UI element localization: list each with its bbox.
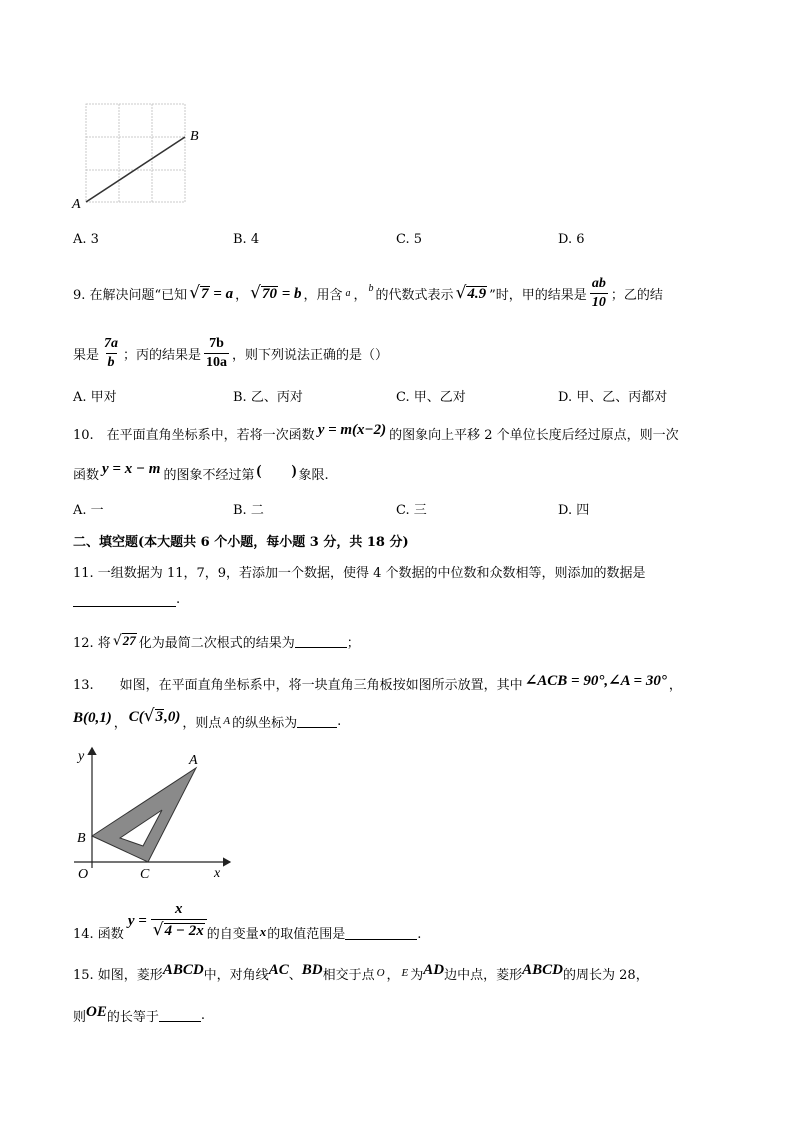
q9-bing-fraction: [204, 337, 229, 370]
q13-coordinate-figure: [68, 742, 238, 882]
q9-text-d: ”时，甲的结果是: [489, 287, 587, 303]
q9-yi-den: b: [107, 354, 115, 370]
q9-target-radicand: 4.9: [467, 286, 487, 302]
q9-text-b: ，用含: [303, 287, 343, 303]
q10-func2: y = x − m: [102, 460, 161, 477]
q15-text-d: 为: [410, 967, 424, 983]
q14-text-a: 14. 函数: [73, 927, 124, 942]
q15-point-o: O: [376, 967, 385, 979]
q9-given2-radicand: 70: [261, 286, 277, 302]
q8-grid-figure: [60, 96, 220, 216]
q11-answer-line: [73, 592, 180, 607]
q12-radicand: 27: [122, 633, 136, 648]
q9-bing-num: 7b: [209, 335, 224, 351]
q10-text-d: 的图象不经过第: [163, 467, 255, 483]
q9-option-b[interactable]: B. 乙、丙对: [233, 390, 303, 405]
q15-diag1: AC: [268, 961, 289, 978]
q11-end: .: [176, 592, 181, 607]
q13-c-radicand: 3: [155, 709, 164, 725]
q14-text-b: 的自变量: [206, 927, 259, 942]
q14-func-den-radicand: 4 − 2x: [164, 923, 204, 940]
q14-text-c: 的取值范围是: [267, 927, 346, 942]
point-b-label: B: [77, 831, 86, 846]
q10-func1: y = m(x−2): [317, 421, 387, 438]
q13-end-comma: ，: [668, 677, 682, 693]
point-a-label: A: [189, 753, 198, 768]
q9-option-c[interactable]: C. 甲、乙对: [396, 390, 466, 405]
q9-yi-num: 7a: [104, 335, 119, 351]
q9-option-d[interactable]: D. 甲、乙、丙都对: [558, 390, 668, 405]
section-fill-in-title: 二、填空题(本大题共 6 个小题，每小题 3 分，共 18 分): [73, 535, 409, 550]
q15-text-b: 中，对角线: [203, 967, 269, 983]
q14-end: .: [417, 927, 422, 942]
q9-given1-radicand: 7: [201, 286, 209, 302]
q10-paren: ( ): [256, 462, 297, 479]
q9-var-a: a: [345, 287, 351, 299]
y-axis-label: y: [78, 749, 85, 764]
q13-sep: ，: [113, 715, 127, 731]
q14-func-fraction: $\frac{x}{√4 - 2x}$: [151, 902, 207, 940]
q9-given1-rhs: a: [225, 286, 234, 302]
q10-line1: [73, 418, 679, 448]
q9-sep: ，: [235, 287, 249, 303]
q9-jia-num: ab: [591, 275, 606, 291]
q15-rhombus: ABCD: [162, 961, 204, 978]
q14-var: x: [259, 924, 267, 939]
q13-point-c: C(√3,0): [128, 706, 181, 726]
q15-text-h: 的长等于: [106, 1009, 159, 1025]
q9-text-e: ；乙的结: [610, 287, 663, 303]
q13-end: .: [337, 713, 342, 729]
q15-point-e: E: [401, 967, 409, 979]
q13-blank[interactable]: [297, 715, 337, 728]
q9-line2: [73, 328, 388, 378]
q10-option-a[interactable]: A. 一: [73, 503, 104, 518]
q15-sep: 、: [288, 967, 302, 983]
q12-text-b: 化为最简二次根式的结果为: [138, 635, 295, 651]
q15-blank[interactable]: [159, 1009, 201, 1022]
q9-text-f: 果是: [73, 347, 100, 363]
q15-diag2: BD: [301, 961, 323, 978]
segment-ab: [86, 137, 185, 202]
q9-bing-den: 10a: [206, 354, 228, 370]
q9-comma: ，: [353, 287, 367, 303]
q15-seg: OE: [86, 1003, 107, 1020]
q15-text-g: 则: [73, 1009, 87, 1025]
q9-text-h: ，则下列说法正确的是（）: [232, 347, 389, 363]
q10-option-c[interactable]: C. 三: [396, 503, 427, 518]
q12-text-a: 12. 将: [73, 635, 111, 651]
q9-given2-rhs: b: [294, 286, 302, 302]
q9-text-a: 9. 在解决问题“已知: [73, 287, 188, 303]
q13-line1: [73, 668, 682, 698]
q10-text-c: 函数: [73, 467, 100, 483]
q9-line1: [73, 268, 663, 318]
point-a-label: A: [72, 197, 81, 212]
q15-text-c: 相交于点: [322, 967, 375, 983]
point-c-label: C: [140, 867, 150, 882]
q14-function: [128, 902, 207, 940]
q13-text-c: 的纵坐标为: [232, 715, 298, 731]
q15-side: AD: [423, 961, 445, 978]
q8-option-b[interactable]: B. 4: [233, 232, 260, 247]
q11-blank[interactable]: [73, 594, 176, 607]
q14-line: [73, 900, 421, 948]
q13-angles: ∠ACB = 90°,∠A = 30°: [524, 672, 667, 689]
q9-text-c: 的代数式表示: [375, 287, 454, 303]
q14-func-lhs: y =: [127, 912, 147, 929]
q10-option-d[interactable]: D. 四: [558, 503, 590, 518]
q8-option-c[interactable]: C. 5: [396, 232, 423, 247]
q9-yi-fraction: [102, 337, 120, 370]
q12-end: ；: [346, 635, 360, 651]
q12-radical: √27: [112, 633, 136, 649]
q14-func-num: x: [175, 901, 183, 918]
q12-line: [73, 628, 360, 654]
q15-text-a: 15. 如图，菱形: [73, 967, 163, 983]
point-b-label: B: [190, 129, 199, 144]
q9-text-g: ；丙的结果是: [123, 347, 202, 363]
q9-target: √4.9: [455, 283, 487, 303]
q13-text-a: 13. 如图，在平面直角坐标系中，将一块直角三角板按如图所示放置，其中: [73, 677, 523, 693]
x-axis-label: x: [214, 866, 221, 881]
q13-c-prefix: C(: [128, 709, 144, 725]
q13-var-a: A: [223, 715, 231, 727]
q10-line2: [73, 458, 329, 488]
q12-blank[interactable]: [295, 635, 347, 648]
q15-text-f: 的周长为 28，: [563, 967, 649, 983]
origin-label: O: [78, 867, 89, 882]
q13-text-b: ，则点: [182, 715, 222, 731]
triangle-ruler: [92, 768, 196, 862]
q10-text-b: 的图象向上平移 2 个单位长度后经过原点，则一次: [389, 427, 679, 443]
q8-option-a[interactable]: A. 3: [73, 232, 99, 247]
q15-end: .: [200, 1007, 206, 1023]
q9-jia-den: 10: [591, 294, 606, 310]
q8-option-d[interactable]: D. 6: [558, 232, 585, 247]
q9-jia-fraction: [590, 277, 608, 310]
q15-comma: ，: [386, 967, 400, 983]
q13-line2: [73, 704, 341, 738]
q10-option-b[interactable]: B. 二: [233, 503, 264, 518]
q10-text-e: 象限.: [298, 467, 329, 483]
q9-given2: √70 = b: [250, 283, 302, 303]
q15-text-e: 边中点，菱形: [444, 967, 523, 983]
q9-option-a[interactable]: A. 甲对: [73, 390, 117, 405]
q11-text: 11. 一组数据为 11，7，9，若添加一个数据，使得 4 个数据的中位数和众数相等，则添加的数据是: [73, 566, 646, 581]
q9-given1: √7 = a: [189, 283, 234, 303]
q9-var-b: b: [368, 282, 374, 294]
q10-text-a: 10. 在平面直角坐标系中，若将一次函数: [73, 427, 315, 443]
q15-line1: [73, 958, 649, 988]
q15-rhombus2: ABCD: [522, 961, 564, 978]
q13-point-b: B(0,1): [73, 709, 112, 726]
q14-blank[interactable]: [345, 927, 417, 940]
q13-c-suffix: ,0): [164, 709, 181, 725]
q15-line2: [73, 1000, 205, 1030]
